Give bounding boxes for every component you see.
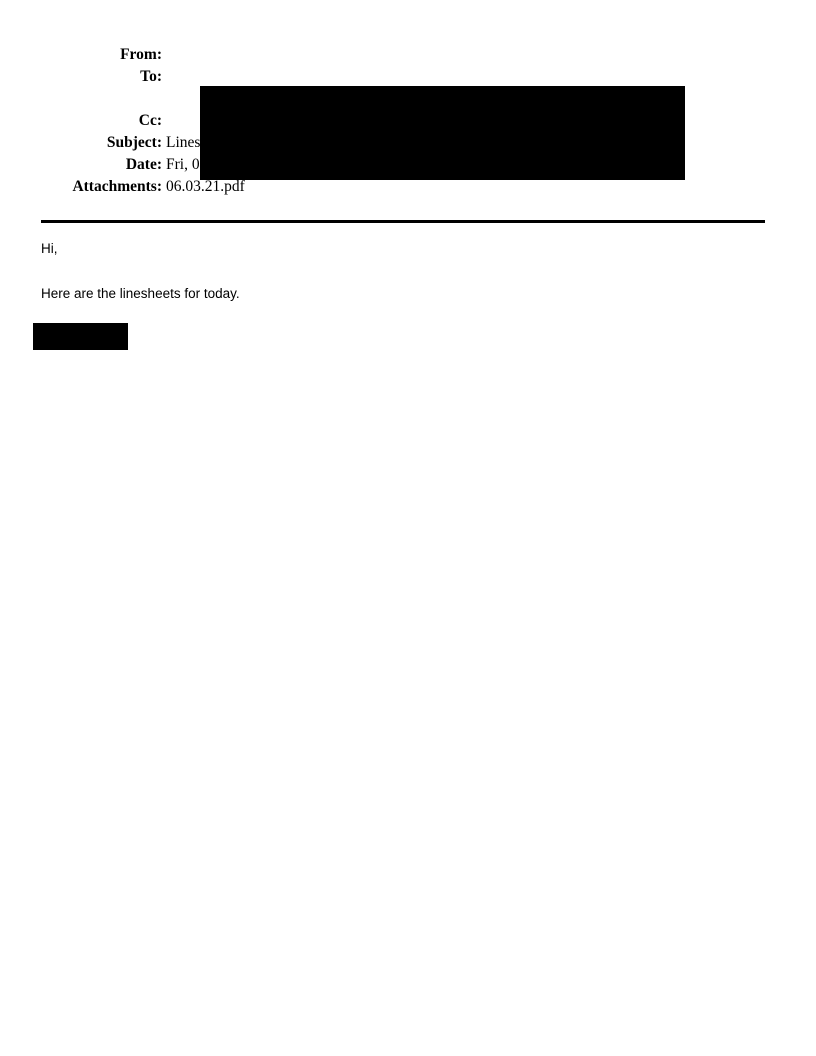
- body-paragraph-greeting: Hi,: [41, 241, 58, 256]
- header-value-attachments[interactable]: 06.03.21.pdf: [166, 178, 245, 195]
- header-label-attachments: Attachments:: [72, 178, 162, 195]
- header-row-date: [40, 154, 766, 176]
- header-label-from: From:: [120, 46, 162, 63]
- header-value-subject: Linesheets: [166, 134, 233, 151]
- redaction-bar-signature: [33, 323, 128, 350]
- email-body: [41, 240, 741, 330]
- header-row-cc: [40, 88, 766, 132]
- header-row-to: [40, 66, 766, 88]
- header-body-divider: [41, 220, 765, 223]
- header-value-date: Fri, 04 Jun 2021 01:50:38 +0000: [166, 156, 371, 173]
- header-label-date: Date:: [125, 156, 162, 173]
- email-header-rows: [40, 44, 766, 198]
- header-row-subject: [40, 132, 766, 154]
- header-label-subject: Subject:: [106, 134, 162, 151]
- body-paragraph-message: Here are the linesheets for today.: [41, 286, 240, 301]
- header-label-cc: Cc:: [138, 112, 162, 129]
- header-label-to: To:: [140, 68, 162, 85]
- header-row-attachments: [40, 176, 766, 198]
- header-row-from: [40, 44, 766, 66]
- email-header: [40, 44, 766, 198]
